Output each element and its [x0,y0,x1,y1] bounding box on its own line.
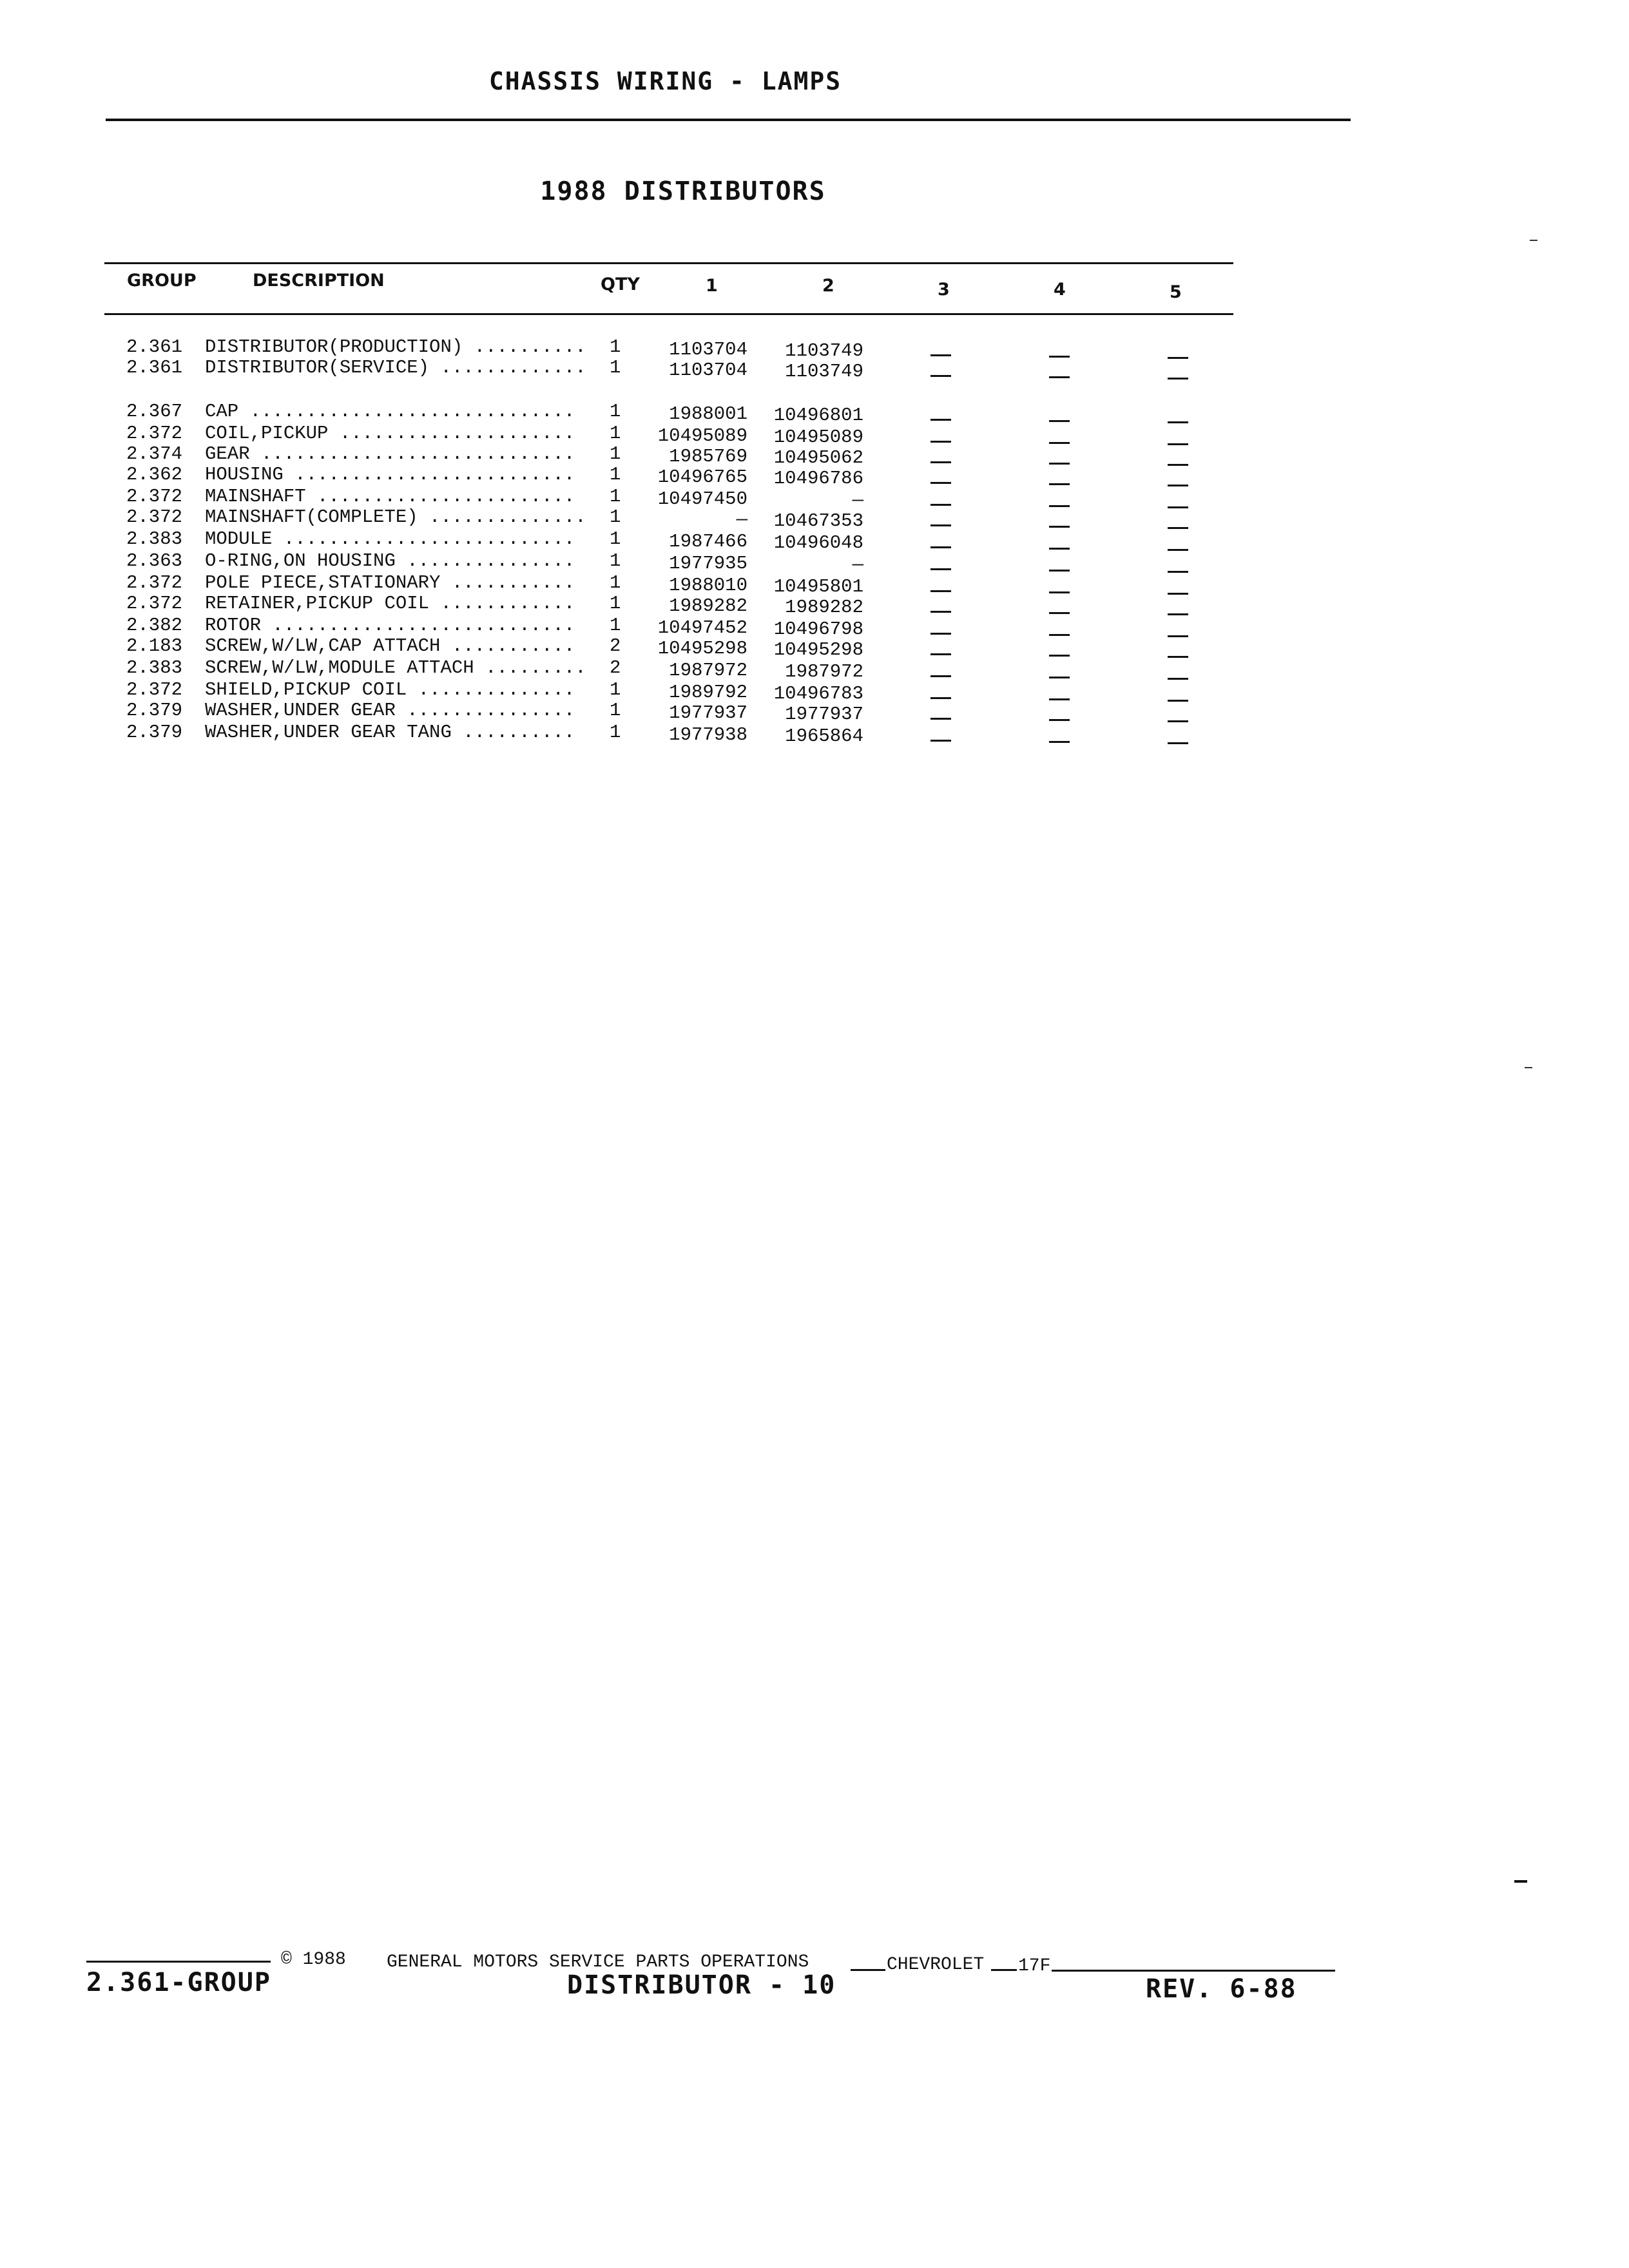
column-header-qty: QTY [601,274,640,294]
row-group-code: 2.379 [126,722,183,743]
row-empty-col3-dash [930,675,951,677]
row-group-code: 2.372 [126,486,183,507]
row-part-col2: — [852,554,863,575]
row-empty-col4-dash [1049,570,1070,572]
row-group-code: 2.372 [126,679,183,700]
row-empty-col5-dash [1168,421,1188,423]
row-empty-col5-dash [1168,613,1188,615]
row-part-col1: 1103704 [669,360,747,381]
row-empty-col3-dash [930,718,951,720]
footer-code: 17F [1018,1956,1051,1976]
row-empty-col5-dash [1168,464,1188,466]
row-empty-col3-dash [930,568,951,570]
row-dot-leader: ............... [395,700,575,721]
row-part-col2: 1103749 [785,361,863,382]
footer-rule-mid1 [851,1969,885,1971]
row-description-text: MODULE [205,528,273,550]
row-dot-leader: .............. [407,679,575,700]
row-empty-col3-dash [930,633,951,635]
column-header-3: 3 [938,280,950,300]
row-empty-col4-dash [1049,505,1070,507]
row-empty-col3-dash [930,590,951,592]
row-empty-col5-dash [1168,720,1188,722]
row-part-col1: 1977937 [669,702,747,724]
row-description [205,701,575,720]
row-description-text: MAINSHAFT [205,486,306,507]
row-part-col1: 10495089 [657,425,747,447]
row-part-col2: 10495801 [773,576,863,597]
row-part-col1: 1989792 [669,682,747,703]
row-description-text: SCREW,W/LW,MODULE ATTACH [205,657,474,678]
row-empty-col5-dash [1168,593,1188,595]
row-description-text: RETAINER,PICKUP COIL [205,593,430,614]
row-empty-col3-dash [930,419,951,421]
row-description [205,358,586,377]
row-description-text: MAINSHAFT(COMPLETE) [205,506,418,528]
row-part-col1: 1977938 [669,724,747,745]
row-empty-col5-dash [1168,700,1188,702]
row-description-text: ROTOR [205,615,262,636]
scan-speck [1530,240,1537,241]
row-empty-col3-dash [930,611,951,613]
scan-speck [1514,1880,1527,1883]
row-qty: 2 [610,657,621,678]
row-empty-col5-dash [1168,527,1188,529]
row-part-col1: 10497450 [657,488,747,510]
row-description [205,487,575,506]
row-empty-col3-dash [930,375,951,377]
row-empty-col3-dash [930,441,951,443]
row-empty-col5-dash [1168,635,1188,637]
row-part-col1: 10497452 [657,617,747,639]
row-part-col2: 10496786 [773,468,863,489]
footer-revision: REV. 6-88 [1146,1974,1297,2004]
row-part-col2: 10496783 [773,683,863,704]
row-empty-col3-dash [930,524,951,526]
row-dot-leader: ............................. [238,401,575,422]
column-header-2: 2 [822,276,834,296]
row-description-text: WASHER,UNDER GEAR [205,700,396,721]
row-group-code: 2.372 [126,593,183,614]
row-empty-col5-dash [1168,506,1188,508]
row-description-text: CAP [205,401,239,422]
row-group-code: 2.383 [126,657,183,678]
row-part-col1: 1988001 [669,403,747,425]
row-empty-col4-dash [1049,548,1070,550]
row-description [205,508,586,526]
column-header-5: 5 [1170,282,1182,302]
page-header-title: CHASSIS WIRING - LAMPS [488,67,842,95]
row-empty-col3-dash [930,697,951,699]
row-description-text: O-RING,ON HOUSING [205,550,396,572]
row-description [205,552,575,570]
row-empty-col4-dash [1049,483,1070,485]
footer-division: CHEVROLET [887,1955,985,1975]
row-empty-col4-dash [1049,356,1070,358]
row-qty: 1 [610,464,621,485]
row-part-col2: 1989282 [785,597,863,618]
row-part-col2: 1103749 [785,340,863,361]
row-dot-leader: .......................... [272,528,575,550]
row-dot-leader: ............. [429,357,586,378]
column-header-description: DESCRIPTION [253,271,385,291]
row-group-code: 2.372 [126,506,183,528]
row-empty-col4-dash [1049,741,1070,743]
row-group-code: 2.383 [126,528,183,550]
row-description-text: WASHER,UNDER GEAR TANG [205,722,452,743]
row-qty: 1 [610,528,621,550]
row-description-text: DISTRIBUTOR(PRODUCTION) [205,336,463,358]
row-group-code: 2.382 [126,615,183,636]
row-empty-col3-dash [930,482,951,484]
row-dot-leader: ............ [429,593,575,614]
row-dot-leader: ......... [474,657,586,678]
row-part-col2: 10495089 [773,427,863,448]
row-empty-col4-dash [1049,591,1070,593]
row-part-col2: 1987972 [785,661,863,682]
row-empty-col5-dash [1168,742,1188,744]
row-qty: 1 [610,443,621,465]
row-description-text: DISTRIBUTOR(SERVICE) [205,357,430,378]
row-qty: 1 [610,401,621,422]
row-description [205,465,575,484]
row-empty-col3-dash [930,504,951,506]
row-dot-leader: .......... [463,336,586,358]
row-empty-col4-dash [1049,612,1070,614]
column-header-1: 1 [706,276,718,296]
footer-rule-mid2 [991,1969,1017,1971]
row-empty-col5-dash [1168,571,1188,573]
row-part-col1: 1103704 [669,339,747,360]
row-qty: 1 [610,572,621,593]
row-qty: 1 [610,506,621,528]
row-qty: 1 [610,336,621,358]
row-part-col1: — [736,509,747,530]
row-empty-col4-dash [1049,698,1070,700]
row-description [205,637,575,655]
row-qty: 1 [610,700,621,721]
row-description-text: GEAR [205,443,250,465]
row-description [205,680,575,699]
column-header-4: 4 [1054,280,1066,300]
row-group-code: 2.361 [126,357,183,378]
row-group-code: 2.361 [126,336,183,358]
row-part-col1: 1977935 [669,553,747,574]
row-dot-leader: ........................... [261,615,575,636]
row-part-col1: 1985769 [669,446,747,467]
footer-publisher: GENERAL MOTORS SERVICE PARTS OPERATIONS [387,1952,809,1972]
row-group-code: 2.374 [126,443,183,465]
row-qty: 1 [610,550,621,572]
row-description [205,338,586,356]
row-qty: 1 [610,615,621,636]
row-dot-leader: ....................... [305,486,575,507]
row-empty-col5-dash [1168,656,1188,658]
row-empty-col5-dash [1168,678,1188,680]
row-part-col2: 10496798 [773,619,863,640]
row-empty-col3-dash [930,653,951,655]
row-dot-leader: ..................... [328,423,575,444]
row-group-code: 2.183 [126,635,183,657]
row-empty-col3-dash [930,461,951,463]
header-rule [106,119,1351,121]
row-empty-col4-dash [1049,526,1070,528]
row-description [205,573,575,592]
row-dot-leader: ......................... [283,464,575,485]
row-part-col1: 1987466 [669,531,747,552]
row-description [205,402,575,421]
row-part-col1: 10496765 [657,466,747,488]
row-qty: 1 [610,722,621,743]
table-header-rule [104,313,1233,315]
row-empty-col4-dash [1049,463,1070,465]
row-dot-leader: ........... [440,572,575,593]
row-empty-col4-dash [1049,442,1070,444]
row-part-col2: 10496801 [773,405,863,426]
scan-speck [1525,1067,1532,1068]
row-dot-leader: ........... [440,635,575,657]
row-empty-col5-dash [1168,443,1188,445]
row-empty-col3-dash [930,740,951,742]
row-empty-col4-dash [1049,677,1070,678]
row-dot-leader: .......... [451,722,575,743]
row-empty-col3-dash [930,546,951,548]
row-description [205,530,575,548]
row-part-col1: 1987972 [669,660,747,681]
row-description [205,445,575,463]
row-description-text: COIL,PICKUP [205,423,329,444]
row-dot-leader: ............................ [249,443,575,465]
row-description-text: HOUSING [205,464,284,485]
row-qty: 1 [610,357,621,378]
row-group-code: 2.372 [126,572,183,593]
row-description [205,616,575,635]
row-empty-col5-dash [1168,485,1188,486]
row-part-col2: 1965864 [785,726,863,747]
row-part-col2: 1977937 [785,704,863,725]
row-description-text: SHIELD,PICKUP COIL [205,679,407,700]
row-empty-col4-dash [1049,719,1070,721]
row-part-col1: 1988010 [669,575,747,596]
row-qty: 1 [610,423,621,444]
row-empty-col4-dash [1049,655,1070,657]
row-part-col2: 10496048 [773,532,863,553]
row-group-code: 2.362 [126,464,183,485]
row-description [205,424,575,443]
footer-group-code: 2.361-GROUP [86,1968,271,1997]
row-empty-col4-dash [1049,420,1070,422]
column-header-group: GROUP [127,271,197,291]
row-qty: 1 [610,593,621,614]
row-description-text: POLE PIECE,STATIONARY [205,572,441,593]
row-empty-col4-dash [1049,376,1070,378]
row-part-col2: 10495298 [773,639,863,660]
row-empty-col5-dash [1168,378,1188,380]
row-qty: 2 [610,635,621,657]
row-description [205,723,575,742]
row-empty-col3-dash [930,354,951,356]
row-part-col2: 10467353 [773,510,863,532]
row-group-code: 2.372 [126,423,183,444]
row-description [205,594,575,613]
footer-page-label: DISTRIBUTOR - 10 [567,1970,836,2000]
footer-rule-left [86,1961,271,1963]
row-qty: 1 [610,486,621,507]
row-empty-col5-dash [1168,549,1188,551]
row-part-col1: 1989282 [669,595,747,617]
row-description-text: SCREW,W/LW,CAP ATTACH [205,635,441,657]
row-group-code: 2.367 [126,401,183,422]
footer-rule-right [1052,1970,1335,1972]
row-qty: 1 [610,679,621,700]
footer-copyright: © 1988 [281,1950,346,1970]
row-dot-leader: ............... [395,550,575,572]
row-part-col2: — [852,490,863,511]
row-part-col2: 10495062 [773,447,863,468]
section-title: 1988 DISTRIBUTORS [540,177,826,206]
row-empty-col4-dash [1049,634,1070,636]
table-top-rule [104,262,1233,264]
row-empty-col5-dash [1168,357,1188,359]
row-dot-leader: .............. [418,506,586,528]
row-group-code: 2.379 [126,700,183,721]
row-group-code: 2.363 [126,550,183,572]
row-part-col1: 10495298 [657,638,747,659]
row-description [205,658,586,677]
